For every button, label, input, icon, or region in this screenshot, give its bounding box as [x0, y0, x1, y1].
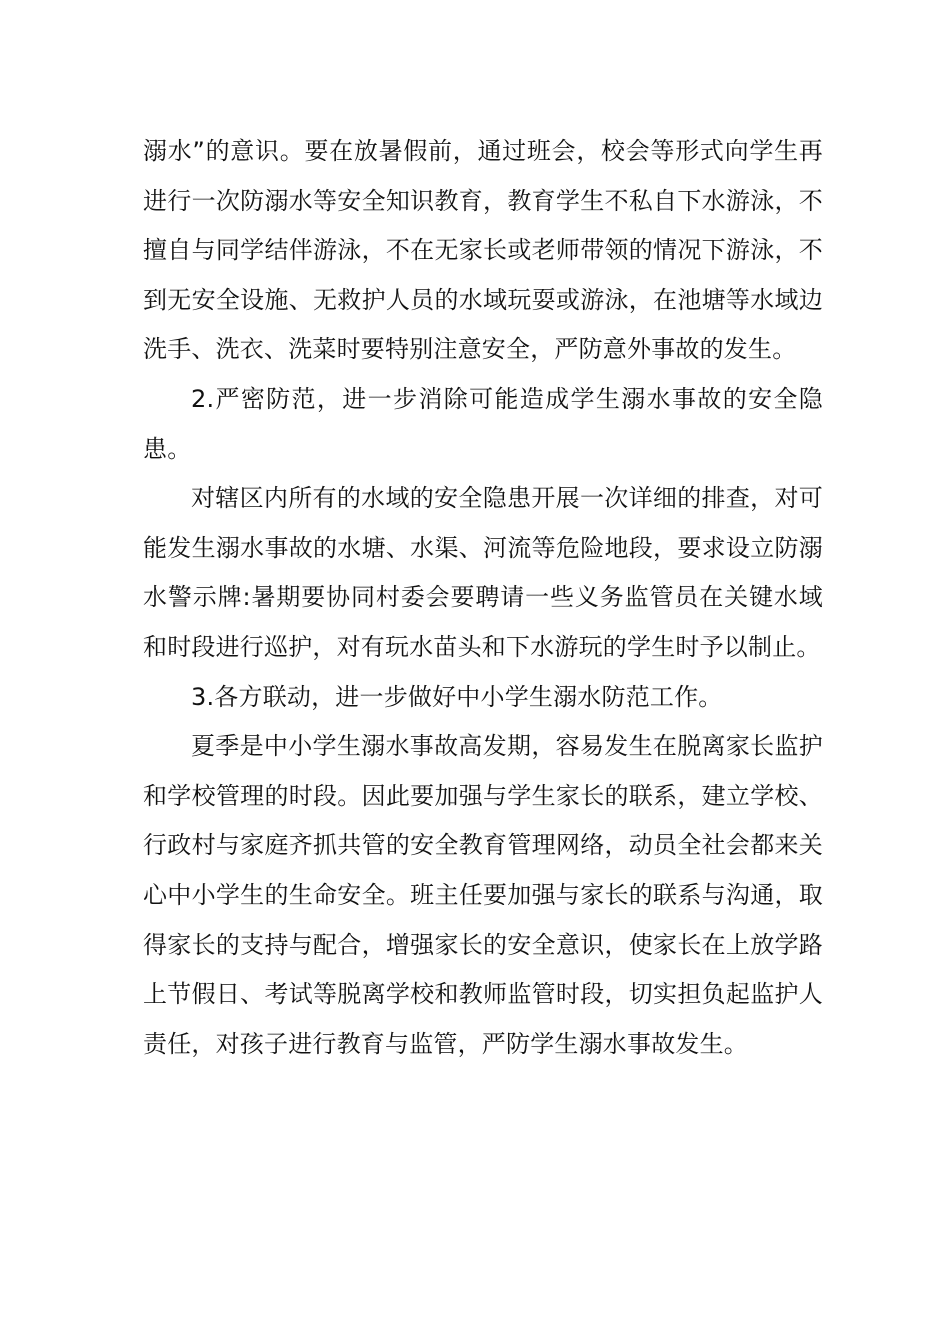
- paragraph-4-heading: 3.各方联动，进一步做好中小学生溺水防范工作。: [191, 682, 723, 711]
- paragraph-1: 溺水”的意识。要在放暑假前，通过班会，校会等形式向学生再进行一次防溺水等安全知识教育，教育学生不私自下水游泳，不擅自与同学结伴游泳，不在无家长或老师带领的情况下游泳，不到无安全设施、无救护人员的水域玩耍或游泳，在池塘等水域边洗手、洗衣、洗菜时要特别注意安全，严防意外事故的发生。: [143, 137, 823, 364]
- paragraph-3: 对辖区内所有的水域的安全隐患开展一次详细的排查，对可能发生溺水事故的水塘、水渠、河流等危险地段，要求设立防溺水警示牌:暑期要协同村委会要聘请一些义务监管员在关键水域和时段进行巡护，对有玩水苗头和下水游玩的学生时予以制止。: [143, 484, 823, 661]
- document-body: [143, 127, 823, 1069]
- paragraph-2-heading: 2.严密防范，进一步消除可能造成学生溺水事故的安全隐患。: [143, 384, 823, 463]
- paragraph-5: 夏季是中小学生溺水事故高发期，容易发生在脱离家长监护和学校管理的时段。因此要加强与学生家长的联系，建立学校、行政村与家庭齐抓共管的安全教育管理网络，动员全社会都来关心中小学生的生命安全。班主任要加强与家长的联系与沟通，取得家长的支持与配合，增强家长的安全意识，使家长在上放学路上节假日、考试等脱离学校和教师监管时段，切实担负起监护人责任，对孩子进行教育与监管，严防学生溺水事故发生。: [143, 732, 823, 1058]
